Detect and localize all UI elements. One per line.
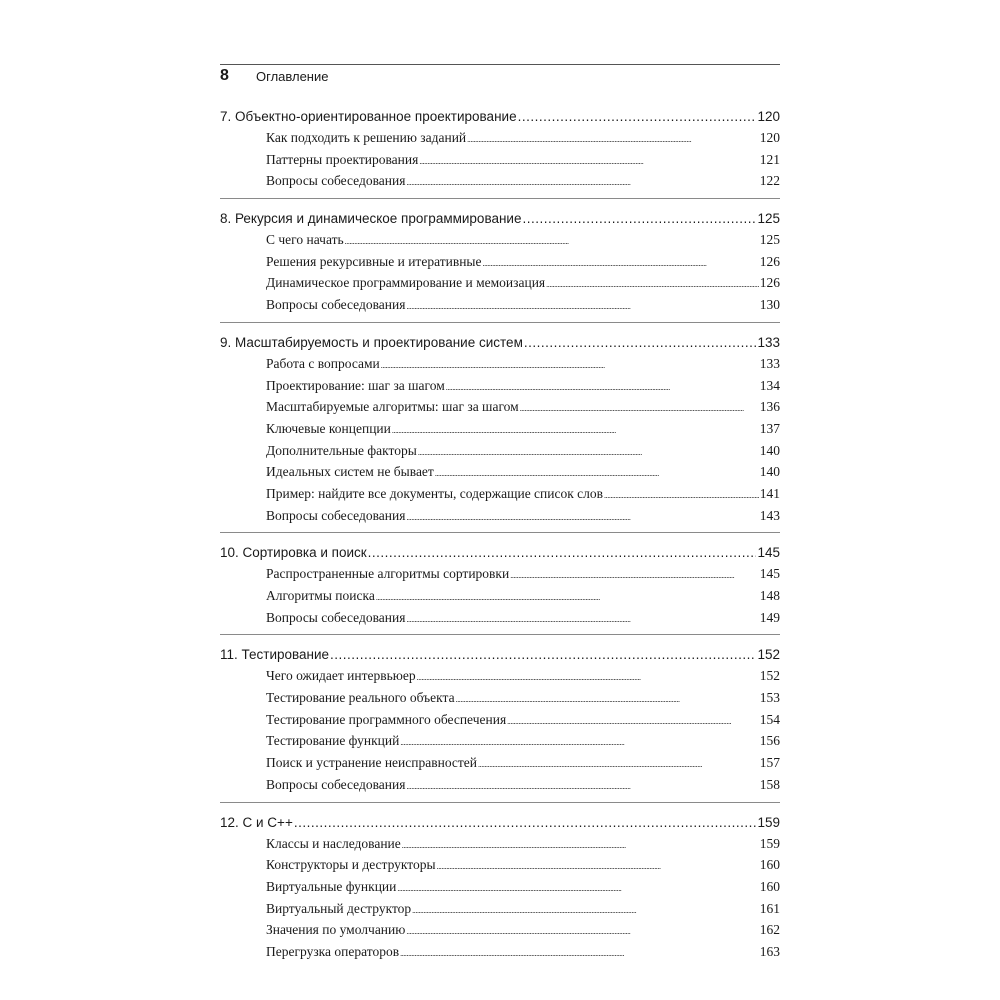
toc-chapter-entry[interactable] <box>220 644 780 665</box>
section-page-number: 140 <box>759 464 780 480</box>
section-title: Вопросы собеседования <box>266 297 406 313</box>
section-page-number: 121 <box>759 151 780 167</box>
section-title: С чего начать <box>266 232 344 248</box>
section-title: Тестирование функций <box>266 733 400 749</box>
dot-leader <box>402 835 759 857</box>
section-page-number: 130 <box>759 297 780 313</box>
toc-chapter <box>220 542 780 635</box>
section-page-number: 157 <box>759 755 780 771</box>
dot-leader <box>294 812 757 833</box>
section-title: Виртуальные функции <box>266 878 397 894</box>
section-page-number: 158 <box>759 776 780 792</box>
dot-leader <box>406 776 758 798</box>
toc-section-entry[interactable] <box>220 353 780 375</box>
toc-section-entry[interactable] <box>220 170 780 192</box>
section-title: Проектирование: шаг за шагом <box>266 377 445 393</box>
table-of-contents <box>220 106 780 978</box>
toc-section-entry[interactable] <box>220 483 780 505</box>
toc-chapter-entry[interactable] <box>220 332 780 353</box>
chapter-title: 9. Масштабируемость и проектирование систем <box>220 334 523 350</box>
toc-section-entry[interactable] <box>220 461 780 483</box>
section-title: Масштабируемые алгоритмы: шаг за шагом <box>266 399 519 415</box>
chapter-title: 7. Объектно-ориентированное проектирование <box>220 109 517 124</box>
chapter-title: 12. С и С++ <box>220 814 293 830</box>
dot-leader <box>446 377 759 399</box>
toc-section-entry[interactable] <box>220 687 780 709</box>
dot-leader <box>368 542 757 563</box>
toc-section-entry[interactable] <box>220 396 780 418</box>
running-header <box>220 60 780 90</box>
section-title: Распространенные алгоритмы сортировки <box>266 566 510 582</box>
dot-leader <box>400 732 758 754</box>
toc-chapter <box>220 644 780 802</box>
section-page-number: 162 <box>759 922 780 938</box>
section-title: Виртуальный деструктор <box>266 900 412 916</box>
dot-leader <box>604 485 759 507</box>
dot-leader <box>456 689 759 711</box>
dot-leader <box>412 900 759 922</box>
section-page-number: 154 <box>759 711 780 727</box>
section-page-number: 156 <box>759 733 780 749</box>
section-title: Как подходить к решению заданий <box>266 130 467 145</box>
dot-leader <box>406 921 758 943</box>
toc-chapter-entry[interactable] <box>220 106 780 127</box>
chapter-page-number: 125 <box>757 211 780 227</box>
chapter-page-number: 159 <box>757 814 780 830</box>
dot-leader <box>435 463 759 485</box>
toc-section-entry[interactable] <box>220 294 780 316</box>
toc-chapter <box>220 332 780 534</box>
dot-leader <box>419 151 758 173</box>
dot-leader <box>418 442 759 464</box>
chapter-page-number: 145 <box>757 545 780 561</box>
toc-section-entry[interactable] <box>220 505 780 527</box>
section-title: Чего ожидает интервьюер <box>266 668 416 684</box>
dot-leader <box>478 754 759 776</box>
toc-section-entry[interactable] <box>220 941 780 963</box>
toc-section-entry[interactable] <box>220 607 780 629</box>
section-page-number: 141 <box>759 485 780 501</box>
dot-leader <box>400 943 759 965</box>
toc-section-entry[interactable] <box>220 774 780 796</box>
toc-section-entry[interactable] <box>220 730 780 752</box>
toc-section-entry[interactable] <box>220 833 780 855</box>
toc-chapter-entry[interactable] <box>220 208 780 229</box>
section-title: Значения по умолчанию <box>266 922 406 938</box>
section-page-number: 120 <box>759 130 780 145</box>
section-page-number: 160 <box>759 878 780 894</box>
dot-leader <box>392 420 759 442</box>
section-page-number: 163 <box>759 943 780 959</box>
toc-section-entry[interactable] <box>220 709 780 731</box>
book-page <box>220 0 780 1000</box>
section-title: Поиск и устранение неисправностей <box>266 755 478 771</box>
section-title: Решения рекурсивные и итеративные <box>266 253 482 269</box>
chapter-page-number: 133 <box>757 334 780 350</box>
section-page-number: 126 <box>759 275 780 291</box>
section-page-number: 134 <box>759 377 780 393</box>
dot-leader <box>406 507 758 529</box>
dot-leader <box>524 332 757 353</box>
section-title: Динамическое программирование и мемоизация <box>266 275 546 291</box>
section-title: Конструкторы и деструкторы <box>266 857 436 873</box>
section-page-number: 153 <box>759 690 780 706</box>
section-title: Пример: найдите все документы, содержащие список слов <box>266 485 604 501</box>
section-page-number: 125 <box>759 232 780 248</box>
toc-section-entry[interactable] <box>220 272 780 294</box>
toc-chapter-entry[interactable] <box>220 812 780 833</box>
section-title: Работа с вопросами <box>266 355 380 371</box>
dot-leader <box>483 253 759 275</box>
toc-section-entry[interactable] <box>220 665 780 687</box>
toc-section-entry[interactable] <box>220 418 780 440</box>
toc-section-entry[interactable] <box>220 919 780 941</box>
toc-section-entry[interactable] <box>220 251 780 273</box>
toc-chapter-entry[interactable] <box>220 542 780 563</box>
section-title: Тестирование программного обеспечения <box>266 711 507 727</box>
dot-leader <box>510 565 759 587</box>
dot-leader <box>546 274 759 296</box>
toc-section-entry[interactable] <box>220 440 780 462</box>
running-title: Оглавление <box>256 69 329 84</box>
page-number: 8 <box>220 67 229 84</box>
section-page-number: 137 <box>759 420 780 436</box>
section-title: Тестирование реального объекта <box>266 690 455 706</box>
section-title: Идеальных систем не бывает <box>266 464 434 480</box>
section-page-number: 122 <box>759 173 780 189</box>
section-page-number: 148 <box>759 588 780 603</box>
section-page-number: 143 <box>759 507 780 523</box>
chapter-title: 11. Тестирование <box>220 647 330 663</box>
dot-leader <box>330 644 756 665</box>
section-page-number: 149 <box>759 609 780 625</box>
section-title: Классы и наследование <box>266 835 401 851</box>
dot-leader <box>397 878 758 900</box>
toc-chapter <box>220 812 780 969</box>
section-page-number: 161 <box>759 900 780 916</box>
section-title: Дополнительные факторы <box>266 442 417 458</box>
section-title: Ключевые концепции <box>266 420 391 436</box>
toc-section-entry[interactable] <box>220 229 780 251</box>
section-page-number: 133 <box>759 355 780 371</box>
section-title: Вопросы собеседования <box>266 609 406 625</box>
toc-section-entry[interactable] <box>220 585 780 607</box>
chapter-title: 8. Рекурсия и динамическое программирование <box>220 211 522 227</box>
dot-leader <box>376 587 759 609</box>
toc-section-entry[interactable] <box>220 876 780 898</box>
toc-chapter <box>220 106 780 199</box>
dot-leader <box>417 667 759 689</box>
dot-leader <box>507 711 759 733</box>
dot-leader <box>406 172 758 194</box>
chapter-page-number: 152 <box>757 647 780 663</box>
dot-leader <box>522 208 756 229</box>
toc-chapter <box>220 208 780 323</box>
section-page-number: 159 <box>759 835 780 851</box>
dot-leader <box>381 355 759 377</box>
dot-leader <box>345 231 759 253</box>
section-page-number: 136 <box>759 399 780 415</box>
section-page-number: 126 <box>759 253 780 269</box>
section-title: Вопросы собеседования <box>266 776 406 792</box>
dot-leader <box>467 129 759 151</box>
chapter-title: 10. Сортировка и поиск <box>220 545 367 561</box>
section-page-number: 152 <box>759 668 780 684</box>
toc-section-entry[interactable] <box>220 898 780 920</box>
header-rule <box>220 64 780 65</box>
section-page-number: 160 <box>759 857 780 873</box>
toc-section-entry[interactable] <box>220 563 780 585</box>
dot-leader <box>520 398 759 420</box>
section-page-number: 145 <box>759 566 780 582</box>
dot-leader <box>437 856 759 878</box>
toc-section-entry[interactable] <box>220 375 780 397</box>
section-title: Паттерны проектирования <box>266 151 419 167</box>
section-title: Перегрузка операторов <box>266 943 400 959</box>
dot-leader <box>518 106 757 127</box>
toc-section-entry[interactable] <box>220 127 780 149</box>
section-title: Алгоритмы поиска <box>266 588 375 603</box>
chapter-page-number: 120 <box>757 109 780 124</box>
dot-leader <box>406 609 758 631</box>
section-page-number: 140 <box>759 442 780 458</box>
section-title: Вопросы собеседования <box>266 507 406 523</box>
toc-section-entry[interactable] <box>220 854 780 876</box>
toc-section-entry[interactable] <box>220 149 780 171</box>
section-title: Вопросы собеседования <box>266 173 406 189</box>
dot-leader <box>406 296 758 318</box>
toc-section-entry[interactable] <box>220 752 780 774</box>
